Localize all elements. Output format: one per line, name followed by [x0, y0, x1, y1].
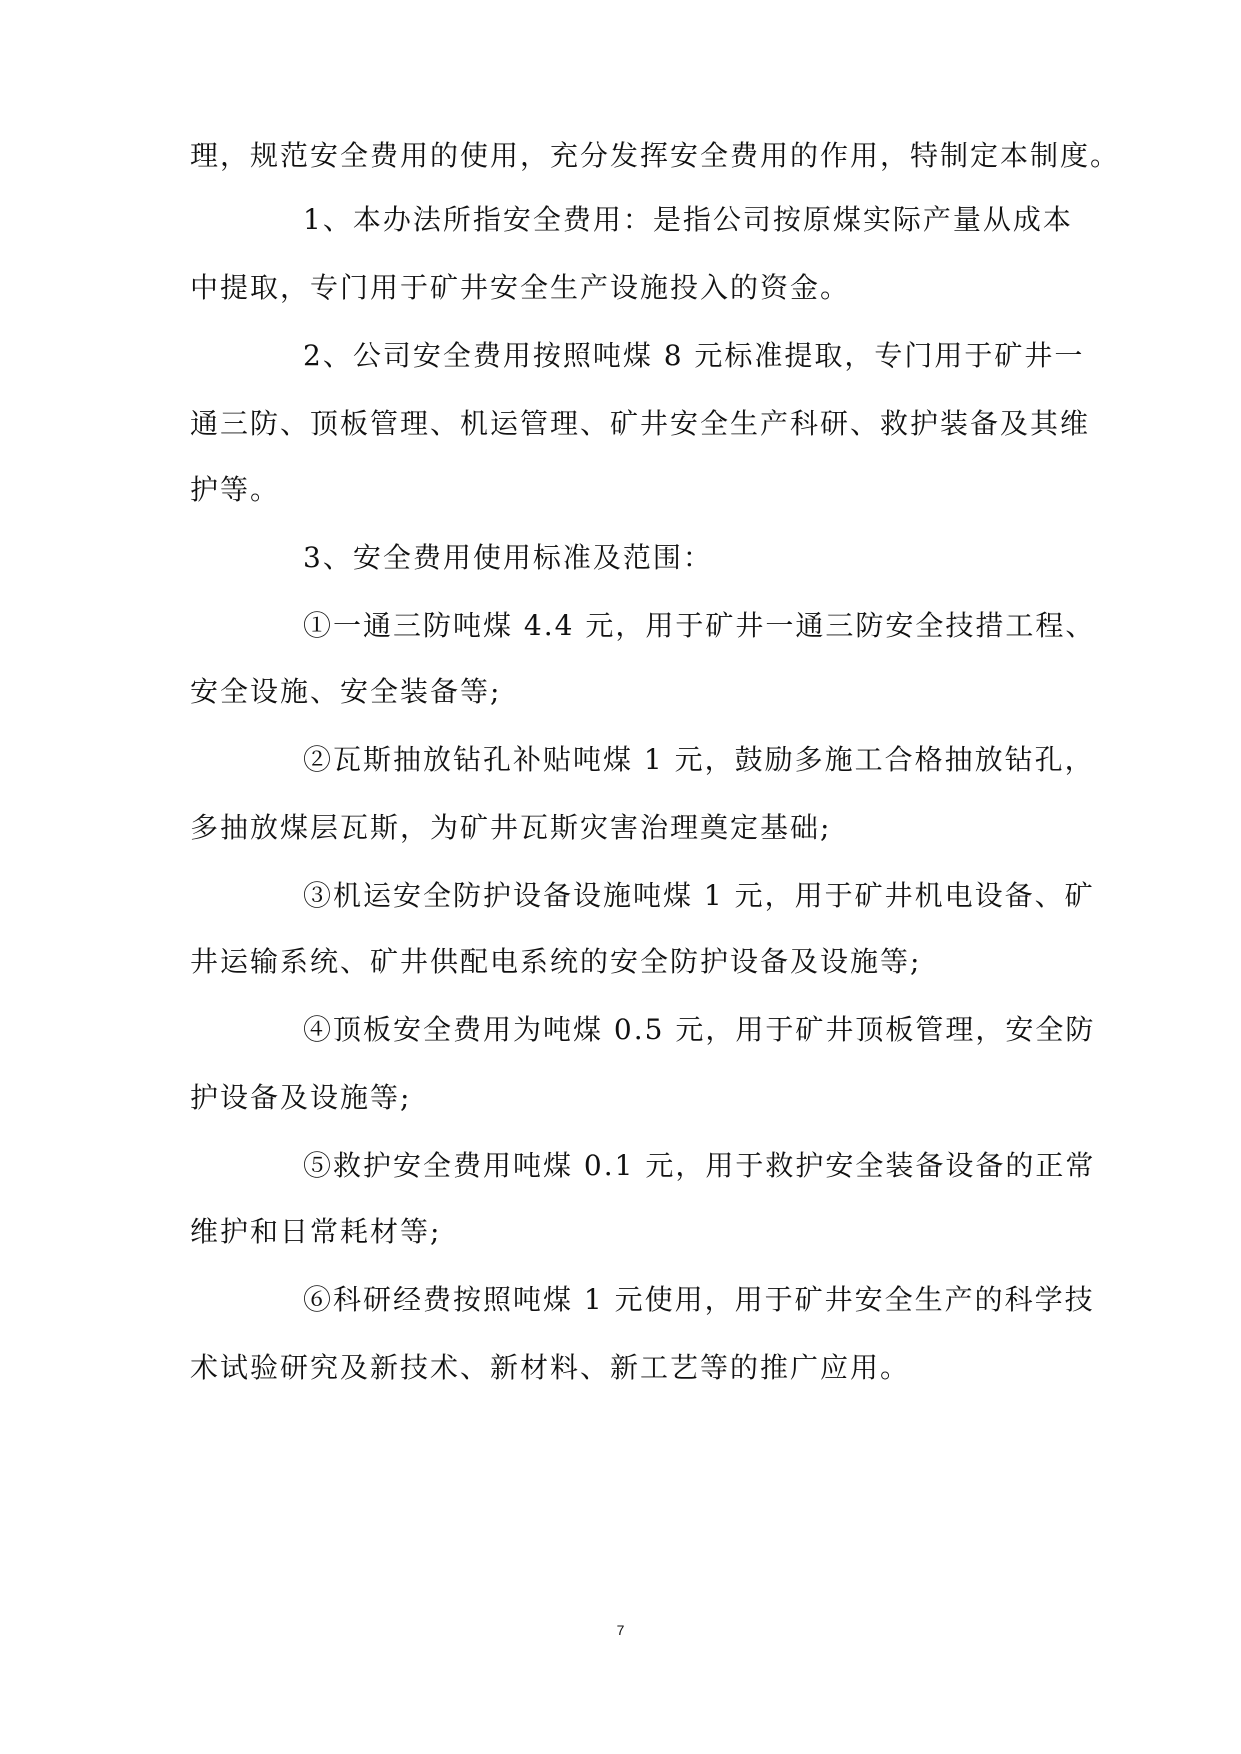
- paragraph-line: ⑥科研经费按照吨煤 1 元使用，用于矿井安全生产的科学技: [303, 1283, 1095, 1316]
- paragraph-line: 术试验研究及新技术、新材料、新工艺等的推广应用。: [190, 1351, 911, 1384]
- paragraph-line: 护等。: [190, 473, 281, 506]
- paragraph-line: 井运输系统、矿井供配电系统的安全防护设备及设施等;: [190, 945, 922, 978]
- paragraph-line: 3、安全费用使用标准及范围：: [303, 541, 713, 574]
- paragraph-line: 1、本办法所指安全费用：是指公司按原煤实际产量从成本: [303, 203, 1073, 236]
- paragraph-line: 安全设施、安全装备等;: [190, 675, 502, 708]
- paragraph-line: 维护和日常耗材等;: [190, 1215, 442, 1248]
- paragraph-line: ①一通三防吨煤 4.4 元，用于矿井一通三防安全技措工程、: [303, 609, 1096, 642]
- paragraph-line: ③机运安全防护设备设施吨煤 1 元，用于矿井机电设备、矿: [303, 879, 1095, 912]
- paragraph-line: 中提取，专门用于矿井安全生产设施投入的资金。: [190, 271, 851, 304]
- paragraph-line: 理，规范安全费用的使用，充分发挥安全费用的作用，特制定本制度。: [190, 139, 1121, 172]
- paragraph-line: 多抽放煤层瓦斯，为矿井瓦斯灾害治理奠定基础;: [190, 811, 832, 844]
- paragraph-line: 2、公司安全费用按照吨煤 8 元标准提取，专门用于矿井一: [303, 339, 1085, 372]
- paragraph-line: 通三防、顶板管理、机运管理、矿井安全生产科研、救护装备及其维: [190, 407, 1091, 440]
- paragraph-line: ②瓦斯抽放钻孔补贴吨煤 1 元，鼓励多施工合格抽放钻孔，: [303, 743, 1095, 776]
- page-number: 7: [616, 1622, 625, 1638]
- paragraph-line: ④顶板安全费用为吨煤 0.5 元，用于矿井顶板管理，安全防: [303, 1013, 1096, 1046]
- paragraph-line: 护设备及设施等;: [190, 1081, 412, 1114]
- paragraph-line: ⑤救护安全费用吨煤 0.1 元，用于救护安全装备设备的正常: [303, 1149, 1096, 1182]
